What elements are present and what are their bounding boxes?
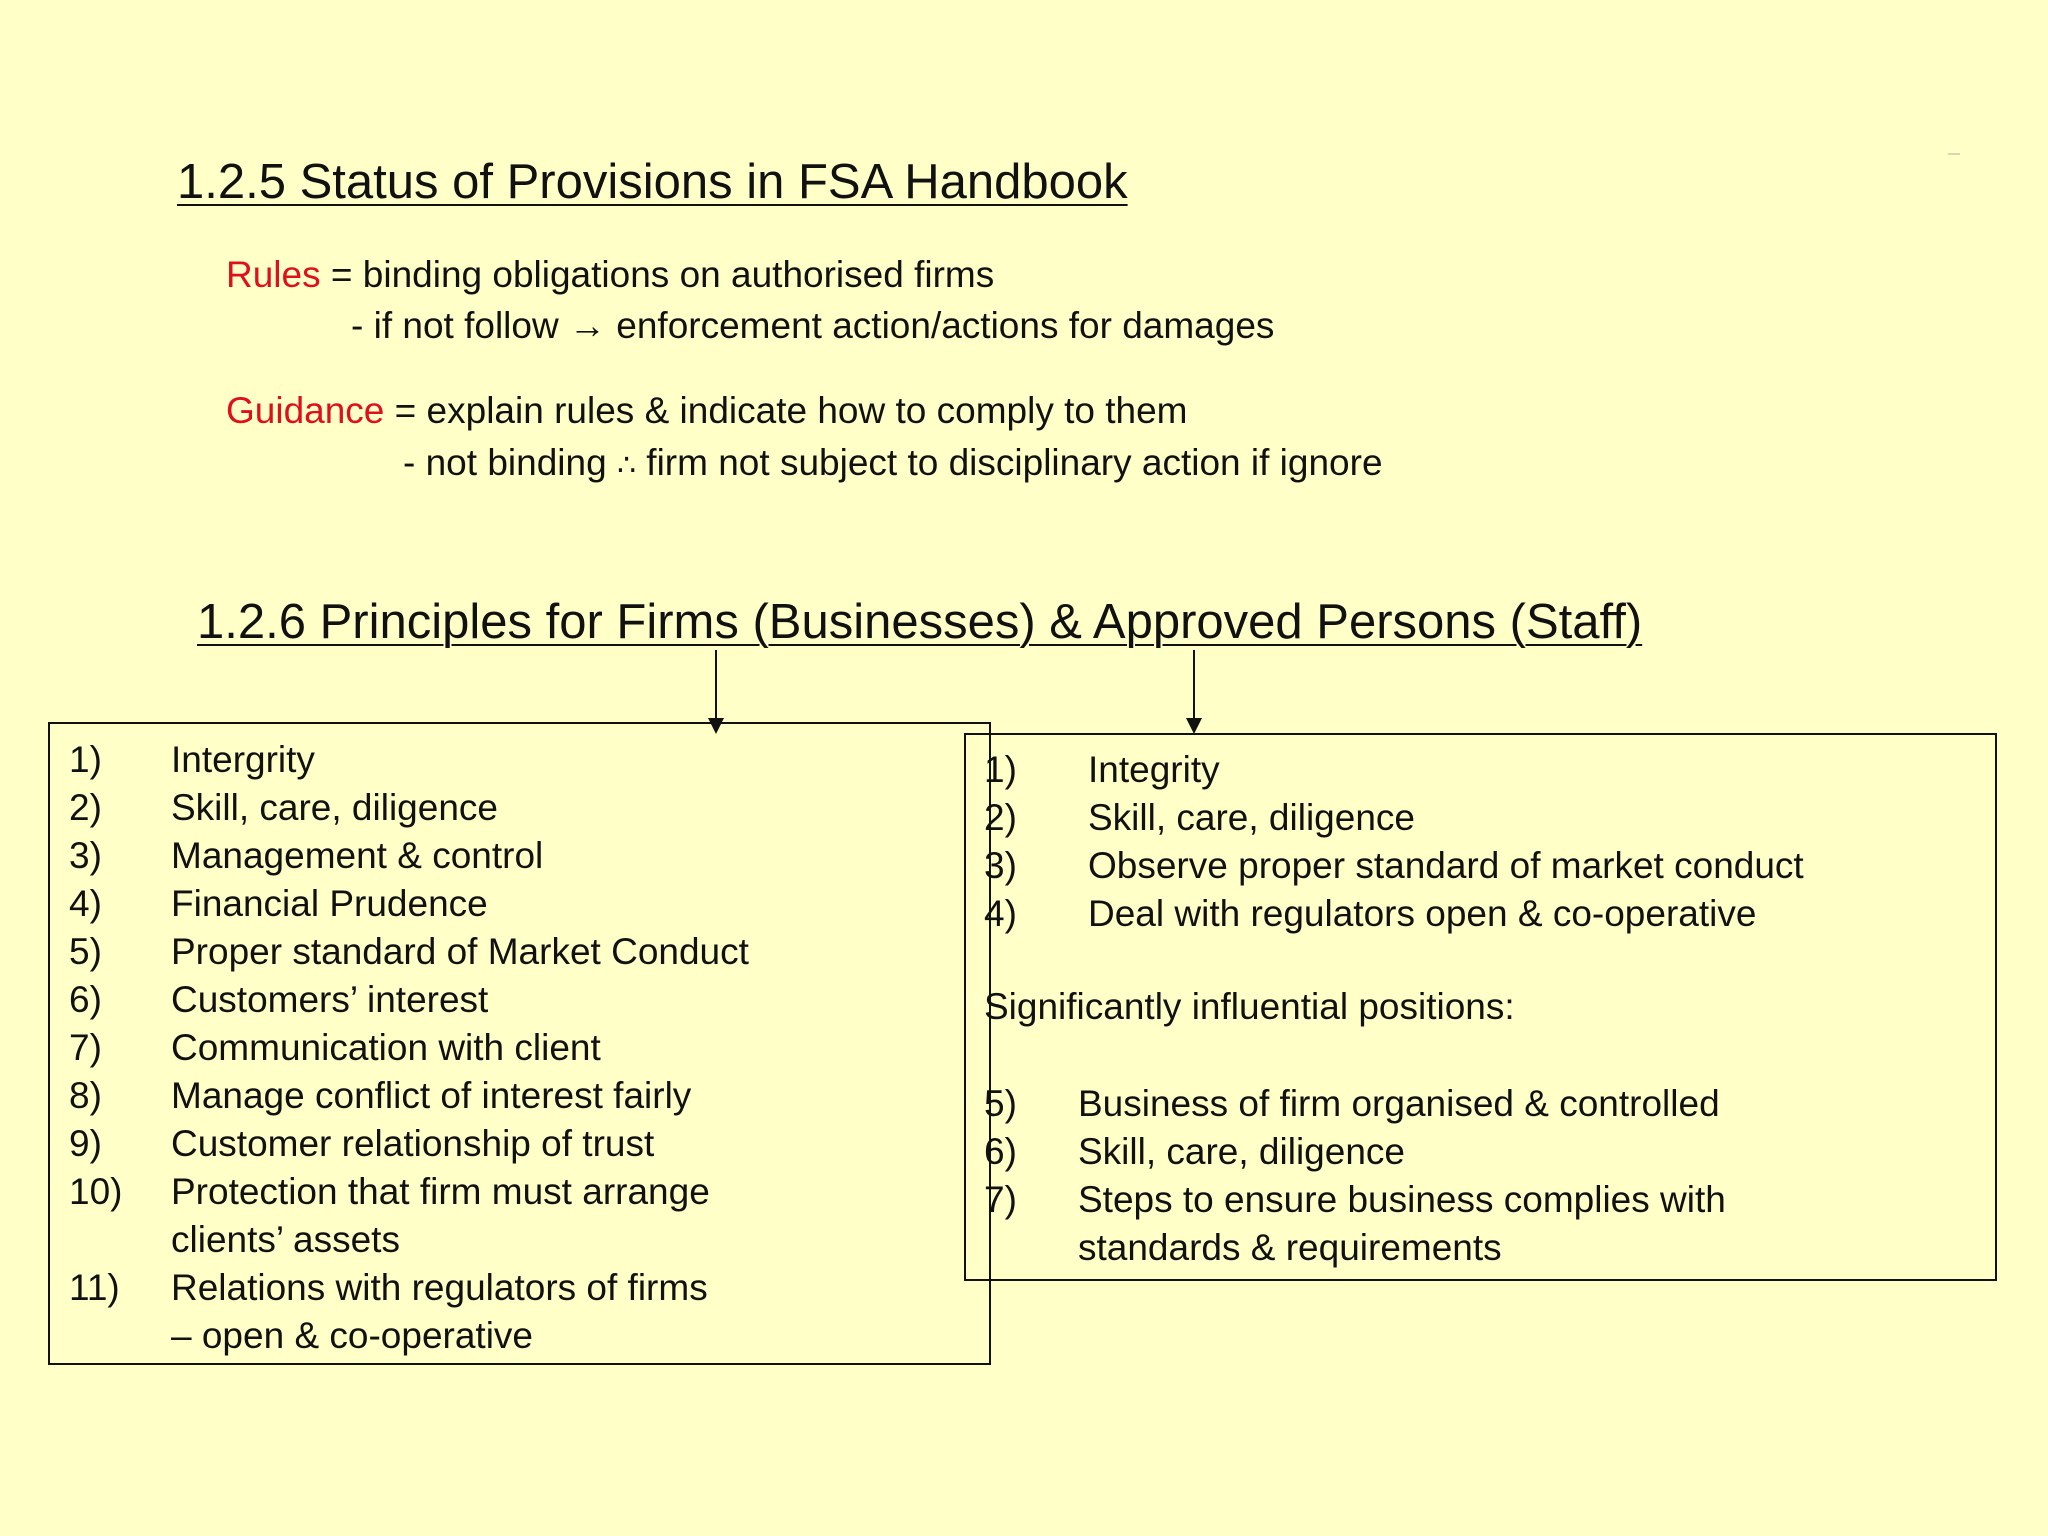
list-item (984, 1176, 1984, 1224)
firms-principles-list (69, 736, 969, 1360)
list-item-number: 1) (69, 739, 102, 780)
significant-positions-list (984, 1080, 1984, 1272)
list-item-number (69, 1216, 171, 1264)
list-item (69, 736, 969, 784)
list-item (984, 1224, 1984, 1272)
significant-positions-heading: Significantly influential positions: (984, 986, 1515, 1027)
list-item-number: 10) (69, 1171, 123, 1212)
list-item-number: 1) (984, 749, 1017, 790)
list-item-number: 7) (69, 1027, 102, 1068)
list-item (69, 1120, 969, 1168)
list-item (984, 794, 1984, 842)
section-title-principles: 1.2.6 Principles for Firms (Businesses) & Approved Persons (Staff) (197, 595, 1643, 649)
therefore-symbol-icon: ∴ (616, 449, 637, 482)
list-item-text: Protection that firm must arrange (171, 1171, 710, 1212)
list-item-text: Skill, care, diligence (1088, 797, 1415, 838)
list-item-number: 2) (984, 797, 1017, 838)
guidance-definition-text: = explain rules & indicate how to comply to them (384, 390, 1188, 431)
list-item (69, 1168, 969, 1216)
list-item (69, 832, 969, 880)
list-item-text: clients’ assets (171, 1219, 400, 1260)
guidance-consequence (403, 442, 1383, 484)
list-item-text: Relations with regulators of firms (171, 1267, 708, 1308)
list-item-number (984, 1224, 1078, 1272)
list-item-text: – open & co-operative (171, 1315, 534, 1356)
list-item (984, 746, 1984, 794)
rules-consequence (351, 305, 1274, 347)
list-item-number: 9) (69, 1123, 102, 1164)
list-item-number: 6) (984, 1131, 1017, 1172)
rules-definition-text: = binding obligations on authorised firms (320, 254, 995, 295)
list-item (69, 880, 969, 928)
list-item-text: standards & requirements (1078, 1227, 1502, 1268)
list-item (69, 976, 969, 1024)
list-item-text: Observe proper standard of market conduct (1088, 845, 1804, 886)
list-item-number: 2) (69, 787, 102, 828)
list-item-text: Financial Prudence (171, 883, 488, 924)
list-item-text: Customer relationship of trust (171, 1123, 655, 1164)
list-item-text: Integrity (1088, 749, 1220, 790)
list-item (984, 1128, 1984, 1176)
list-item (69, 1024, 969, 1072)
rules-definition (226, 254, 994, 296)
list-item (69, 1072, 969, 1120)
list-item (984, 1080, 1984, 1128)
list-item-text: Management & control (171, 835, 544, 876)
list-item-number (69, 1312, 171, 1360)
list-item (69, 928, 969, 976)
right-arrow-icon: → (568, 305, 606, 346)
guidance-definition (226, 390, 1188, 432)
list-item (984, 842, 1984, 890)
list-item-number: 8) (69, 1075, 102, 1116)
list-item (984, 890, 1984, 938)
section-title-status-of-provisions: 1.2.5 Status of Provisions in FSA Handbook (177, 155, 1128, 209)
list-item-number: 5) (69, 931, 102, 972)
list-item-number: 4) (69, 883, 102, 924)
list-item (69, 1264, 969, 1312)
arrow-to-firms-line (715, 650, 717, 720)
list-item (69, 1312, 969, 1360)
list-item-text: Manage conflict of interest fairly (171, 1075, 692, 1116)
list-item (69, 784, 969, 832)
rules-consequence-prefix: - if not follow (351, 305, 559, 346)
list-item-text: Customers’ interest (171, 979, 489, 1020)
rules-term: Rules (226, 254, 321, 295)
list-item-text: Business of firm organised & controlled (1078, 1083, 1720, 1124)
list-item (69, 1216, 969, 1264)
list-item-number: 5) (984, 1083, 1017, 1124)
list-item-number: 7) (984, 1179, 1017, 1220)
approved-persons-list (984, 746, 1984, 938)
decorative-mark (1948, 153, 1960, 155)
list-item-number: 3) (984, 845, 1017, 886)
list-item-number: 6) (69, 979, 102, 1020)
list-item-text: Intergrity (171, 739, 315, 780)
list-item-number: 11) (69, 1267, 120, 1308)
rules-consequence-suffix: enforcement action/actions for damages (605, 305, 1275, 346)
guidance-consequence-prefix: - not binding (403, 442, 607, 483)
list-item-text: Proper standard of Market Conduct (171, 931, 749, 972)
list-item-text: Communication with client (171, 1027, 601, 1068)
list-item-number: 3) (69, 835, 102, 876)
guidance-term: Guidance (226, 390, 385, 431)
list-item-text: Deal with regulators open & co-operative (1088, 893, 1757, 934)
list-item-number: 4) (984, 893, 1017, 934)
arrow-to-persons-head (1186, 718, 1202, 734)
list-item-text: Steps to ensure business complies with (1078, 1179, 1726, 1220)
guidance-consequence-suffix: firm not subject to disciplinary action if ignore (636, 442, 1383, 483)
list-item-text: Skill, care, diligence (171, 787, 498, 828)
list-item-text: Skill, care, diligence (1078, 1131, 1405, 1172)
